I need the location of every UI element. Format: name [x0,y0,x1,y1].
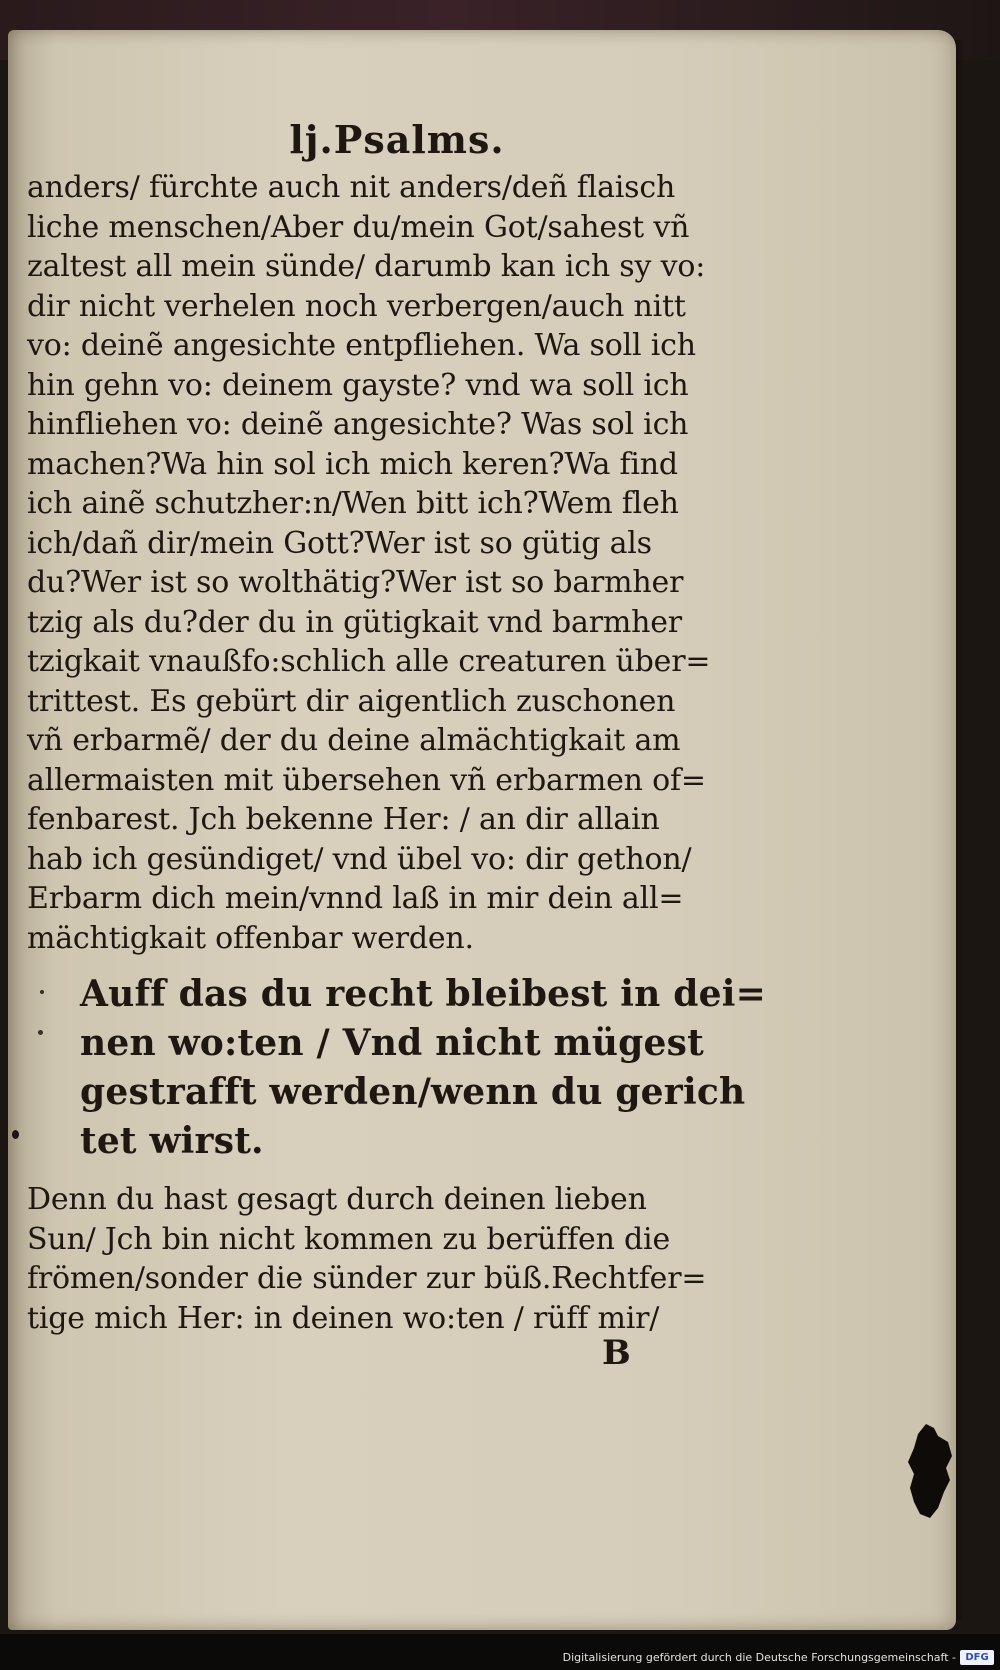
text-line: vñ erbarmẽ/ der du deine almächtigkait am [27,723,681,758]
verse-line: nen wo:ten / Vnd nicht mügest [80,1022,704,1064]
text-line: tzig als du?der du in gütigkait vnd barmher [27,604,682,640]
commentary-paragraph [27,1180,727,1338]
text-line: hinfliehen vo: deinẽ angesichte? Was sol ich [27,407,689,442]
text-line: ich ainẽ schutzher:n/Wen bitt ich?Wem fleh [27,486,679,521]
body-paragraph [27,168,727,958]
text-line: tige mich Her: in deinen wo:ten / rüff mir/ [27,1300,660,1336]
text-line: trittest. Es gebürt dir aigentlich zuschonen [27,683,676,719]
signature-mark: B [602,1333,631,1373]
text-line: allermaisten mit übersehen vñ erbarmen of= [27,762,706,798]
text-line: zaltest all mein sünde/ darumb kan ich sy vo: [27,249,706,284]
footer-bar [0,1634,1000,1670]
text-line: Denn du hast gesagt durch deinen lieben [27,1182,647,1217]
page-header: lj.Psalms. [289,117,505,162]
text-line: Sun/ Jch bin nicht kommen zu berüffen die [27,1221,671,1257]
text-line: dir nicht verhelen noch verbergen/auch nitt [27,288,686,324]
text-line: frömen/sonder die sünder zur büß.Rechtfer= [27,1261,707,1296]
page-text [27,117,766,1338]
text-line: hab ich gesündiget/ vnd übel vo: dir gethon/ [27,841,692,877]
text-line: machen?Wa hin sol ich mich keren?Wa find [27,446,678,482]
margin-mark [12,1130,19,1139]
dfg-logo: DFG [960,1650,994,1665]
ink-blot-mark [904,1422,956,1522]
text-line: fenbarest. Jch bekenne Her: / an dir allain [27,802,660,837]
verse-line: tet wirst. [80,1120,264,1162]
verse-line: Auff das du recht bleibest in dei= [80,973,766,1015]
text-line: mächtigkait offenbar werden. [27,920,474,956]
footer-credit: Digitalisierung gefördert durch die Deutsche Forschungsgemeinschaft - [562,1651,956,1664]
text-line: liche menschen/Aber du/mein Got/sahest vñ [27,209,690,245]
text-line: Erbarm dich mein/vnnd laß in mir dein all= [27,881,684,916]
margin-mark [38,1030,43,1035]
verse-line: gestrafft werden/wenn du gerich [80,1071,746,1113]
margin-mark [40,990,44,994]
text-line: anders/ fürchte auch nit anders/deñ flaisch [27,170,676,205]
text-line: hin gehn vo: deinem gayste? vnd wa soll ich [27,367,689,403]
psalm-verse [27,970,766,1166]
text-line: vo: deinẽ angesichte entpfliehen. Wa soll ich [27,328,696,363]
text-line: ich/dañ dir/mein Gott?Wer ist so gütig als [27,525,652,561]
text-line: tzigkait vnaußfo:schlich alle creaturen über= [27,644,711,679]
text-line: du?Wer ist so wolthätig?Wer ist so barmher [27,565,684,600]
